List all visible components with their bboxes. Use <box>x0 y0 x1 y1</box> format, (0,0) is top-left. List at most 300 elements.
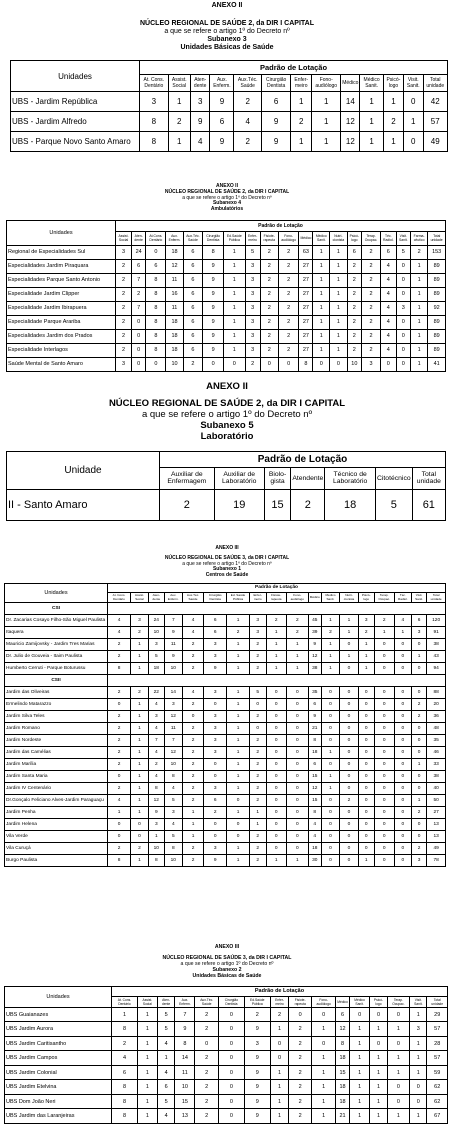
column-header: Fono- audiólogo <box>278 231 299 245</box>
value-cell: 6 <box>183 273 203 287</box>
value-cell: 0 <box>358 710 374 722</box>
decreto-line: a que se refere o artigo 1º do Decreto nº <box>180 960 274 967</box>
column-header: Total unidade <box>412 467 445 489</box>
value-cell: 1 <box>370 1109 387 1124</box>
total-cell: 13 <box>427 818 446 830</box>
value-cell: 9 <box>203 343 224 357</box>
value-cell: 1 <box>313 329 330 343</box>
value-cell: 15 <box>308 794 321 806</box>
value-cell: 8 <box>164 770 182 782</box>
value-cell: 13 <box>175 1109 195 1124</box>
unit-name-cell: Dr.Gonçalo Feliciano Alves-Jardim Paraguaçu <box>5 794 108 806</box>
value-cell: 22 <box>148 686 164 698</box>
value-cell: 0 <box>266 794 286 806</box>
value-cell: 6 <box>183 329 203 343</box>
value-cell: 5 <box>148 650 164 662</box>
value-cell: 2 <box>347 329 362 343</box>
unidades-header: Unidades <box>5 583 108 602</box>
column-header: Auxiliar de Enfermagem <box>160 467 215 489</box>
value-cell: 1 <box>286 650 308 662</box>
value-cell: 18 <box>336 1094 350 1109</box>
value-cell: 9 <box>244 1094 270 1109</box>
value-cell: 1 <box>313 343 330 357</box>
value-cell: 0 <box>249 698 266 710</box>
table-row <box>11 132 448 152</box>
value-cell: 9 <box>175 1022 195 1037</box>
value-cell: 3 <box>204 734 227 746</box>
value-cell: 0 <box>411 746 427 758</box>
value-cell: 1 <box>313 273 330 287</box>
value-cell: 0 <box>266 818 286 830</box>
column-header: Fono- audiólogo <box>286 592 308 602</box>
value-cell: 1 <box>131 746 149 758</box>
value-cell: 2 <box>131 842 149 854</box>
value-cell: 9 <box>262 132 291 152</box>
value-cell: 1 <box>330 259 347 273</box>
value-cell: 12 <box>164 746 182 758</box>
column-header: Téc. Radiol. <box>394 592 411 602</box>
total-cell: 13 <box>427 830 446 842</box>
table-row <box>5 722 446 734</box>
value-cell: 0 <box>374 710 394 722</box>
value-cell: 0 <box>330 357 347 371</box>
table-row <box>5 1065 448 1080</box>
value-cell: 9 <box>203 287 224 301</box>
value-cell: 2 <box>234 132 262 152</box>
value-cell: 1 <box>131 854 149 866</box>
unit-name-cell: UBS Jardim Caritisantho <box>5 1036 112 1051</box>
total-cell: 57 <box>427 1022 448 1037</box>
column-header: Aux. Enferm. <box>164 592 182 602</box>
column-header: Total unidade <box>428 231 446 245</box>
value-cell: 1 <box>227 806 250 818</box>
value-cell: 0 <box>370 1007 387 1022</box>
value-cell: 0 <box>227 794 250 806</box>
lotacao-table <box>6 451 446 521</box>
value-cell: 11 <box>164 722 182 734</box>
value-cell: 4 <box>164 818 182 830</box>
value-cell: 8 <box>140 132 169 152</box>
value-cell: 4 <box>182 686 203 698</box>
value-cell: 1 <box>131 758 149 770</box>
value-cell: 14 <box>341 92 360 112</box>
column-header: Visit. Sanit. <box>410 996 427 1007</box>
nucleo-title: NÚCLEO REGIONAL DE SAÚDE 2, da DIR I CAPITAL <box>140 20 314 28</box>
value-cell: 0 <box>195 1036 219 1051</box>
nucleo-title: NÚCLEO REGIONAL DE SAÚDE 2, da DIR I CAPITAL <box>108 397 346 409</box>
value-cell: 4 <box>380 259 396 273</box>
value-cell: 2 <box>278 315 299 329</box>
unit-name-cell: UBS - Jardim República <box>11 92 140 112</box>
value-cell: 0 <box>321 686 339 698</box>
value-cell: 0 <box>108 770 131 782</box>
value-cell: 0 <box>289 1007 312 1022</box>
value-cell: 10 <box>164 758 182 770</box>
value-cell: 1 <box>349 1022 369 1037</box>
value-cell: 0 <box>132 357 146 371</box>
value-cell: 2 <box>131 626 149 638</box>
value-cell: 2 <box>195 1022 219 1037</box>
anexo-label: ANEXO II <box>206 381 248 392</box>
table-row <box>5 770 446 782</box>
value-cell: 2 <box>249 854 266 866</box>
value-cell: 8 <box>146 287 166 301</box>
value-cell: 0 <box>340 734 359 746</box>
value-cell: 8 <box>148 782 164 794</box>
lotacao-table <box>4 986 448 1124</box>
value-cell: 1 <box>266 854 286 866</box>
unit-name-cell: Humberto Cerruti - Parque Boturussu <box>5 662 108 674</box>
value-cell: 0 <box>411 662 427 674</box>
value-cell: 2 <box>108 686 131 698</box>
value-cell: 3 <box>190 92 210 112</box>
value-cell: 0 <box>131 818 149 830</box>
value-cell: 0 <box>249 722 266 734</box>
value-cell: 0 <box>410 1080 427 1095</box>
value-cell: 0 <box>312 1007 336 1022</box>
table-row <box>5 830 446 842</box>
value-cell: 9 <box>244 1022 270 1037</box>
value-cell: 1 <box>321 614 339 626</box>
value-cell: 1 <box>358 650 374 662</box>
value-cell: 0 <box>321 818 339 830</box>
value-cell: 2 <box>278 259 299 273</box>
subanexo-label: Subanexo 3 <box>207 36 247 44</box>
value-cell: 1 <box>131 782 149 794</box>
value-cell: 0 <box>358 734 374 746</box>
value-cell: 1 <box>227 746 250 758</box>
value-cell: 5 <box>245 245 260 259</box>
value-cell: 5 <box>157 1007 175 1022</box>
value-cell: 1 <box>313 259 330 273</box>
value-cell: 1 <box>137 1036 157 1051</box>
value-cell: 4 <box>164 782 182 794</box>
value-cell: 27 <box>299 315 313 329</box>
value-cell: 2 <box>116 329 132 343</box>
total-cell: 36 <box>427 710 446 722</box>
value-cell: 2 <box>108 758 131 770</box>
total-cell: 57 <box>427 1051 448 1066</box>
value-cell: 2 <box>182 698 203 710</box>
value-cell: 2 <box>362 273 381 287</box>
column-header: Aten- dente <box>157 996 175 1007</box>
value-cell: 0 <box>340 686 359 698</box>
table-row <box>5 1080 448 1095</box>
value-cell: 8 <box>112 1022 138 1037</box>
value-cell: 0 <box>321 794 339 806</box>
value-cell: 1 <box>312 1022 336 1037</box>
value-cell: 3 <box>249 614 266 626</box>
value-cell: 0 <box>278 357 299 371</box>
value-cell: 0 <box>286 794 308 806</box>
value-cell: 2 <box>182 854 203 866</box>
value-cell: 10 <box>164 854 182 866</box>
column-header: Técnico de Laboratório <box>325 467 376 489</box>
value-cell: 0 <box>321 722 339 734</box>
decreto-line: a que se refere o artigo 1º do Decreto nº <box>141 408 313 420</box>
value-cell: 3 <box>411 626 427 638</box>
value-cell: 10 <box>148 626 164 638</box>
table-row <box>7 287 446 301</box>
value-cell: 9 <box>244 1065 270 1080</box>
value-cell: 2 <box>289 1080 312 1095</box>
table-row <box>5 638 446 650</box>
value-cell: 2 <box>182 770 203 782</box>
value-cell: 4 <box>308 830 321 842</box>
value-cell: 1 <box>370 1051 387 1066</box>
value-cell: 4 <box>148 770 164 782</box>
value-cell: 1 <box>410 301 427 315</box>
table-row <box>5 710 446 722</box>
column-header: Enfer- meiro <box>291 75 312 92</box>
value-cell: 3 <box>245 315 260 329</box>
value-cell: 2 <box>160 489 215 520</box>
value-cell: 2 <box>411 710 427 722</box>
value-cell: 0 <box>349 1007 369 1022</box>
value-cell: 5 <box>164 794 182 806</box>
total-cell: 35 <box>427 734 446 746</box>
value-cell: 0 <box>411 818 427 830</box>
value-cell: 0 <box>340 722 359 734</box>
column-header: Aux. Enferm. <box>210 75 234 92</box>
value-cell: 0 <box>396 343 410 357</box>
value-cell: 0 <box>340 830 359 842</box>
value-cell: 15 <box>308 770 321 782</box>
value-cell: 1 <box>266 638 286 650</box>
value-cell: 1 <box>224 273 246 287</box>
value-cell: 0 <box>266 734 286 746</box>
unit-name-cell: Ermelindo Matarazzo <box>5 698 108 710</box>
value-cell: 1 <box>340 614 359 626</box>
value-cell: 1 <box>410 1109 427 1124</box>
value-cell: 1 <box>321 650 339 662</box>
value-cell: 4 <box>394 614 411 626</box>
value-cell: 0 <box>286 806 308 818</box>
column-header: Fono- audiólogo <box>312 75 341 92</box>
value-cell: 6 <box>411 614 427 626</box>
value-cell: 1 <box>330 329 347 343</box>
value-cell: 4 <box>108 794 131 806</box>
value-cell: 6 <box>146 259 166 273</box>
value-cell: 0 <box>340 638 359 650</box>
value-cell: 2 <box>340 794 359 806</box>
lotacao-table <box>6 220 446 372</box>
value-cell: 0 <box>286 782 308 794</box>
column-header: Total unidade <box>427 592 446 602</box>
value-cell: 2 <box>116 259 132 273</box>
total-cell: 89 <box>428 329 446 343</box>
value-cell: 1 <box>148 830 164 842</box>
value-cell: 0 <box>286 758 308 770</box>
unit-name-cell: Jardim Penha <box>5 806 108 818</box>
value-cell: 2 <box>182 794 203 806</box>
total-cell: 28 <box>427 1036 448 1051</box>
value-cell: 9 <box>210 92 234 112</box>
unit-name-cell: Vila Curuçá <box>5 842 108 854</box>
value-cell: 0 <box>394 746 411 758</box>
value-cell: 18 <box>166 343 183 357</box>
value-cell: 2 <box>195 1051 219 1066</box>
column-header: Assist. Social <box>168 75 190 92</box>
value-cell: 1 <box>330 343 347 357</box>
value-cell: 3 <box>164 806 182 818</box>
value-cell: 2 <box>116 315 132 329</box>
value-cell: 1 <box>411 650 427 662</box>
value-cell: 0 <box>410 1094 427 1109</box>
unit-name-cell: UBS Jardim Etelvina <box>5 1080 112 1095</box>
total-cell: 57 <box>423 112 448 132</box>
value-cell: 1 <box>358 854 374 866</box>
value-cell: 2 <box>131 686 149 698</box>
table-row <box>7 329 446 343</box>
value-cell: 2 <box>410 245 427 259</box>
value-cell: 2 <box>289 1036 312 1051</box>
value-cell: 18 <box>308 746 321 758</box>
unit-name-cell: Especialidades Jardim Piraquara <box>7 259 116 273</box>
value-cell: 27 <box>299 287 313 301</box>
column-header: Médico Sanit. <box>321 592 339 602</box>
column-header: Biolo- gista <box>264 467 291 489</box>
value-cell: 0 <box>340 758 359 770</box>
value-cell: 6 <box>132 259 146 273</box>
value-cell: 2 <box>266 614 286 626</box>
table-row <box>5 734 446 746</box>
value-cell: 1 <box>370 1065 387 1080</box>
value-cell: 3 <box>249 626 266 638</box>
column-header: Médico Sanit. <box>313 231 330 245</box>
value-cell: 5 <box>376 489 413 520</box>
subanexo-label: Subanexo 4 <box>212 200 242 207</box>
value-cell: 1 <box>360 132 383 152</box>
column-header: Médico Sanit. <box>349 996 369 1007</box>
value-cell: 18 <box>166 245 183 259</box>
value-cell: 6 <box>336 1007 350 1022</box>
total-cell: 62 <box>427 1080 448 1095</box>
group-label: CSI <box>5 602 108 614</box>
unidades-header: Unidades <box>7 220 116 245</box>
value-cell: 0 <box>374 806 394 818</box>
value-cell: 1 <box>227 782 250 794</box>
value-cell: 1 <box>349 1065 369 1080</box>
value-cell: 2 <box>183 357 203 371</box>
value-cell: 2 <box>362 301 381 315</box>
value-cell: 8 <box>112 1080 138 1095</box>
value-cell: 2 <box>411 806 427 818</box>
value-cell: 2 <box>195 1007 219 1022</box>
value-cell: 1 <box>321 662 339 674</box>
value-cell: 9 <box>262 112 291 132</box>
value-cell: 1 <box>182 806 203 818</box>
column-header: Nutri- cionista <box>330 231 347 245</box>
value-cell: 11 <box>175 1065 195 1080</box>
value-cell: 2 <box>358 626 374 638</box>
subanexo-subtitle: Laboratório <box>200 430 254 442</box>
decreto-line: a que se refere o artigo 1º do Decreto nº <box>164 28 290 36</box>
value-cell: 1 <box>224 315 246 329</box>
value-cell: 8 <box>146 301 166 315</box>
padrao-lotacao-header: Padrão de Lotação <box>140 61 448 75</box>
value-cell: 4 <box>148 722 164 734</box>
value-cell: 0 <box>218 1109 244 1124</box>
value-cell: 21 <box>308 722 321 734</box>
table-row <box>5 1022 448 1037</box>
value-cell: 1 <box>321 638 339 650</box>
column-header: Terap. Ocupac. <box>374 592 394 602</box>
value-cell: 1 <box>410 273 427 287</box>
value-cell: 0 <box>266 746 286 758</box>
value-cell: 2 <box>249 758 266 770</box>
value-cell: 1 <box>349 1109 369 1124</box>
value-cell: 6 <box>112 1065 138 1080</box>
column-header: Assist. Social <box>137 996 157 1007</box>
value-cell: 2 <box>182 842 203 854</box>
value-cell: 2 <box>260 301 278 315</box>
value-cell: 0 <box>394 782 411 794</box>
value-cell: 4 <box>108 614 131 626</box>
value-cell: 1 <box>411 758 427 770</box>
value-cell: 0 <box>394 698 411 710</box>
value-cell: 0 <box>321 830 339 842</box>
value-cell: 2 <box>249 650 266 662</box>
value-cell: 2 <box>278 343 299 357</box>
value-cell: 4 <box>380 301 396 315</box>
value-cell: 4 <box>380 343 396 357</box>
value-cell: 1 <box>137 1080 157 1095</box>
value-cell: 0 <box>266 758 286 770</box>
value-cell: 3 <box>204 710 227 722</box>
value-cell: 0 <box>266 770 286 782</box>
value-cell: 0 <box>218 1007 244 1022</box>
value-cell: 0 <box>218 1080 244 1095</box>
value-cell: 8 <box>203 245 224 259</box>
value-cell: 2 <box>278 245 299 259</box>
value-cell: 0 <box>396 357 410 371</box>
value-cell: 1 <box>349 1094 369 1109</box>
total-cell: 91 <box>427 626 446 638</box>
value-cell: 14 <box>175 1051 195 1066</box>
value-cell: 2 <box>244 1007 270 1022</box>
value-cell: 0 <box>340 770 359 782</box>
value-cell: 1 <box>312 132 341 152</box>
value-cell: 0 <box>394 854 411 866</box>
padrao-lotacao-header: Padrão de Lotação <box>108 583 446 592</box>
value-cell: 6 <box>347 245 362 259</box>
value-cell: 2 <box>182 722 203 734</box>
table-row <box>5 698 446 710</box>
value-cell: 2 <box>260 245 278 259</box>
unit-name-cell: Especialidade Parque Arariba <box>7 315 116 329</box>
value-cell: 7 <box>175 1007 195 1022</box>
value-cell: 1 <box>131 662 149 674</box>
value-cell: 35 <box>308 686 321 698</box>
value-cell: 10 <box>164 662 182 674</box>
value-cell: 0 <box>340 854 359 866</box>
value-cell: 1 <box>224 343 246 357</box>
value-cell: 1 <box>313 287 330 301</box>
value-cell: 1 <box>227 854 250 866</box>
value-cell: 2 <box>182 758 203 770</box>
value-cell: 6 <box>183 259 203 273</box>
value-cell: 1 <box>387 1109 410 1124</box>
value-cell: 0 <box>404 92 423 112</box>
value-cell: 18 <box>336 1080 350 1095</box>
value-cell: 7 <box>164 734 182 746</box>
value-cell: 2 <box>347 259 362 273</box>
value-cell: 0 <box>286 830 308 842</box>
value-cell: 0 <box>270 1036 289 1051</box>
value-cell: 0 <box>374 818 394 830</box>
value-cell: 2 <box>411 842 427 854</box>
